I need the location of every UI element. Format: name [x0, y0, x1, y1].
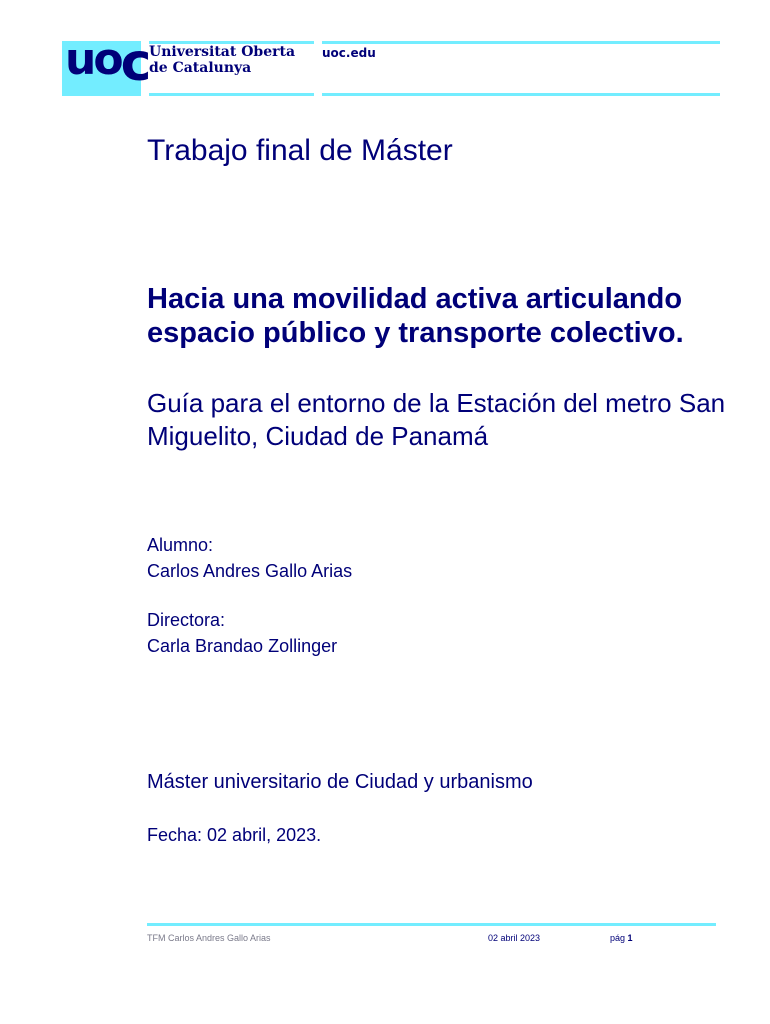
- footer-page-number: 1: [627, 933, 633, 943]
- uoc-logo-mark: uoc: [65, 33, 149, 93]
- university-name: [149, 44, 295, 76]
- director-label: Directora:: [147, 610, 226, 630]
- header-rule-bottom-left: [149, 93, 314, 96]
- university-name-line2: de Catalunya: [149, 60, 252, 76]
- director-name: Carla Brandao Zollinger: [147, 636, 338, 656]
- footer-rule: [147, 923, 716, 926]
- footer-author: TFM Carlos Andres Gallo Arias: [147, 933, 271, 943]
- main-title: Hacia una movilidad activa articulando espacio público y transporte colectivo.: [147, 283, 684, 349]
- header-rule-top-left: [149, 41, 314, 44]
- subtitle: Guía para el entorno de la Estación del metro San Miguelito, Ciudad de Panamá: [147, 388, 726, 451]
- header-rule-top-right: [322, 41, 720, 44]
- document-date: Fecha: 02 abril, 2023.: [147, 825, 322, 845]
- document-type: Trabajo final de Máster: [147, 134, 453, 167]
- footer-page-label: pág: [610, 933, 626, 943]
- university-name-line1: Universitat Oberta: [149, 44, 296, 60]
- header-rule-bottom-right: [322, 93, 720, 96]
- student-name: Carlos Andres Gallo Arias: [147, 561, 353, 581]
- website-link[interactable]: uoc.edu: [322, 46, 376, 60]
- uoc-logo: [62, 33, 149, 96]
- program-name: Máster universitario de Ciudad y urbanismo: [147, 771, 533, 793]
- footer-date: 02 abril 2023: [488, 933, 541, 943]
- student-label: Alumno:: [147, 535, 214, 555]
- footer-page: [610, 933, 633, 943]
